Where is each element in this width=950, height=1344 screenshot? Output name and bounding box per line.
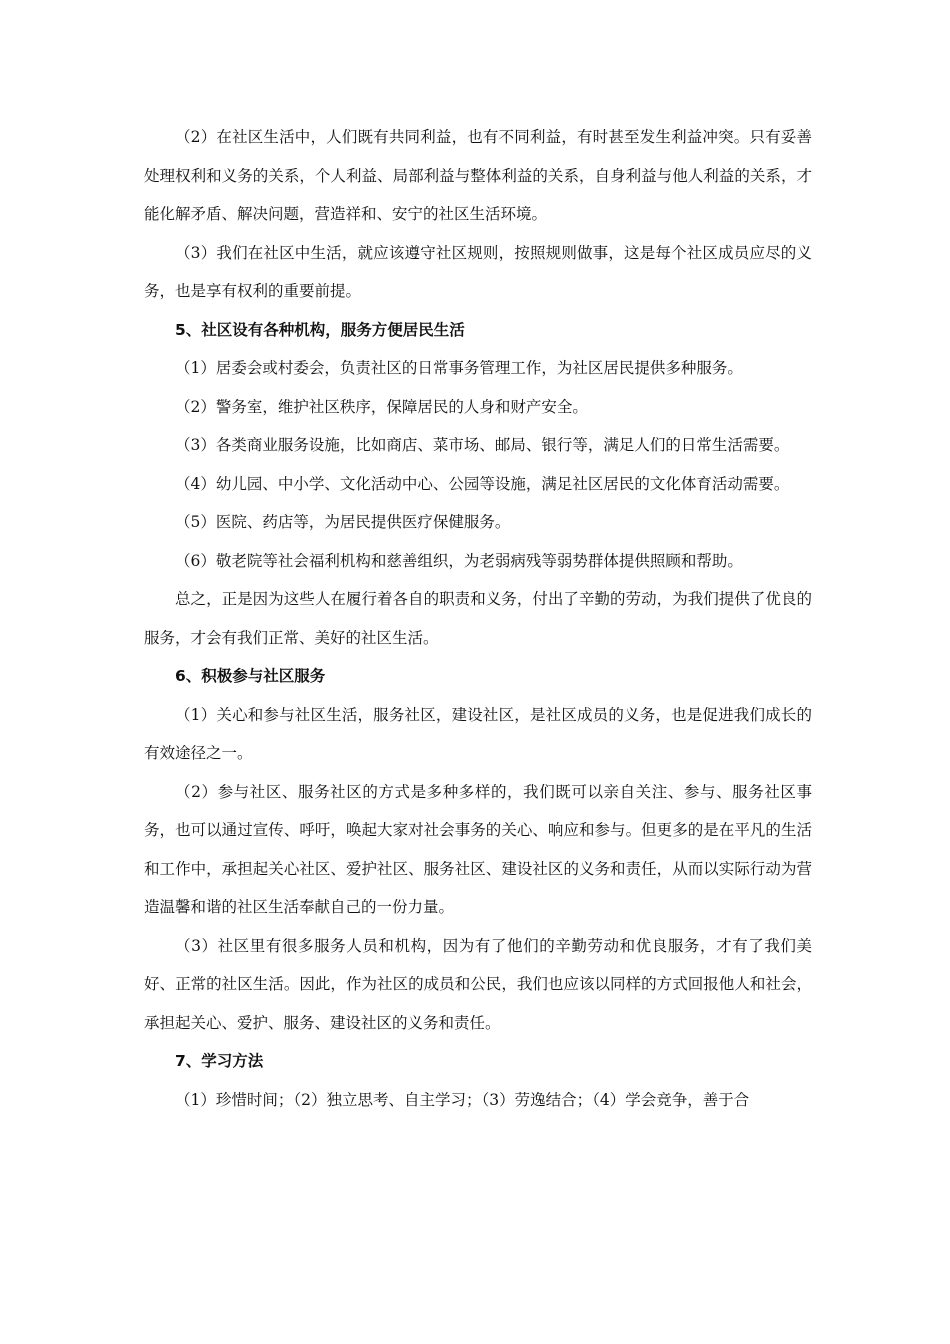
paragraph-participation: （1）关心和参与社区生活，服务社区，建设社区，是社区成员的义务，也是促进我们成长的有效途径之一。 — [144, 705, 812, 762]
paragraph-health: （5）医院、药店等，为居民提供医疗保健服务。 — [175, 513, 511, 531]
paragraph-culture: （4）幼儿园、中小学、文化活动中心、公园等设施，满足社区居民的文化体育活动需要。 — [175, 474, 790, 493]
document-body — [144, 118, 812, 1119]
paragraph-police: （2）警务室，维护社区秩序，保障居民的人身和财产安全。 — [175, 397, 588, 416]
paragraph-ways: （2）参与社区、服务社区的方式是多种多样的，我们既可以亲自关注、参与、服务社区事务，也可以通过宣传、呼吁，唤起大家对社会事务的关心、响应和参与。但更多的是在平凡的生活和工作中，承担起关心社区、爱护社区、服务社区、建设社区的义务和责任，从而以实际行动为营造温馨和谐的社区生活奉献自己的一份力量。 — [144, 782, 812, 916]
paragraph-rules: （3）我们在社区中生活，就应该遵守社区规则，按照规则做事，这是每个社区成员应尽的义务，也是享有权利的重要前提。 — [144, 243, 812, 300]
paragraph-commerce: （3）各类商业服务设施，比如商店、菜市场、邮局、银行等，满足人们的日常生活需要。 — [175, 436, 790, 454]
section-heading-5: 5、社区设有各种机构，服务方便居民生活 — [175, 320, 465, 339]
section-heading-6: 6、积极参与社区服务 — [175, 667, 326, 685]
paragraph-interests: （2）在社区生活中，人们既有共同利益，也有不同利益，有时甚至发生利益冲突。只有妥善处理权利和义务的关系，个人利益、局部利益与整体利益的关系，自身利益与他人利益的关系，才能化解矛盾、解决问题，营造祥和、安宁的社区生活环境。 — [144, 128, 812, 223]
paragraph-committee: （1）居委会或村委会，负责社区的日常事务管理工作，为社区居民提供多种服务。 — [175, 359, 743, 377]
paragraph-repay: （3）社区里有很多服务人员和机构，因为有了他们的辛勤劳动和优良服务，才有了我们美好、正常的社区生活。因此，作为社区的成员和公民，我们也应该以同样的方式回报他人和社会，承担起关心、爱护、服务、建设社区的义务和责任。 — [144, 936, 812, 1032]
section-heading-7: 7、学习方法 — [175, 1052, 264, 1070]
paragraph-methods: （1）珍惜时间；（2）独立思考、自主学习；（3）劳逸结合；（4）学会竞争，善于合 — [175, 1090, 750, 1109]
paragraph-summary: 总之，正是因为这些人在履行着各自的职责和义务，付出了辛勤的劳动，为我们提供了优良的服务，才会有我们正常、美好的社区生活。 — [144, 590, 812, 647]
paragraph-welfare: （6）敬老院等社会福利机构和慈善组织，为老弱病残等弱势群体提供照顾和帮助。 — [175, 551, 743, 570]
